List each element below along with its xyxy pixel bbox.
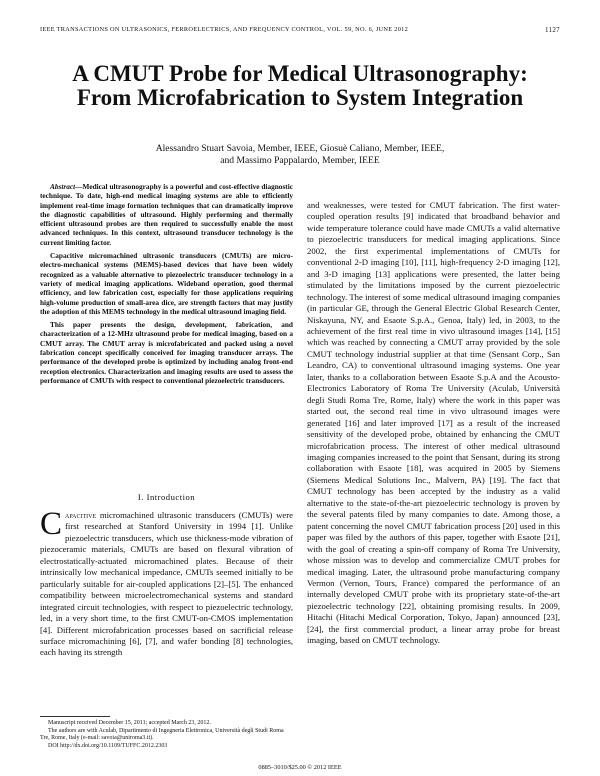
paper-title: A CMUT Probe for Medical Ultrasonography: From Microfabrication to System Integration xyxy=(72,61,528,110)
abstract xyxy=(40,182,293,389)
footnote-affiliation: The authors are with Aculab, Dipartimento di Ingegneria Elettronica, Università degli Studi Roma Tre, Rome, Italy (e-mail: savoia@uniroma3.it). xyxy=(40,727,284,742)
abstract-paragraph-3: This paper presents the design, development, fabrication, and characterization of a 12-MHz ultrasound probe for medical imaging, based on a CMUT array. The CMUT array is microfabricated and packed using a novel fabrication concept specifically conceived for imaging transducer arrays. The performance of the developed probe is optimized by including analog front-end reception electronics. Characterization and imaging results are used to assess the performance of CMUTs with respect to conventional piezoelectric transducers. xyxy=(40,320,293,385)
intro-left-column xyxy=(40,506,293,659)
journal-header: IEEE TRANSACTIONS ON ULTRASONICS, FERROELECTRICS, AND FREQUENCY CONTROL, VOL. 59, NO. 6, JUNE 2012 xyxy=(40,26,409,33)
footnotes xyxy=(40,716,293,750)
authors-line-1: Alessandro Stuart Savoia, Member, IEEE, Giosuè Caliano, Member, IEEE, xyxy=(155,143,445,154)
section-heading: I. Introduction xyxy=(137,492,196,502)
authors-line-2: and Massimo Pappalardo, Member, IEEE xyxy=(220,155,380,166)
author-list xyxy=(70,143,530,167)
footnote-doi[interactable]: DOI http://dx.doi.org/10.1109/TUFFC.2012.2303 xyxy=(48,742,168,749)
footnote-rule xyxy=(40,716,110,717)
footnote-received: Manuscript received December 15, 2011; accepted March 23, 2012. xyxy=(48,720,211,726)
abstract-paragraph-2: Capacitive micromachined ultrasonic transducers (CMUTs) are micro-electro-mechanical systems (MEMS)-based devices that have been widely recognized as a valuable alternative to piezoelectric transducer technology in a variety of medical imaging applications. Wideband operation, good thermal efficiency, and low fabrication cost, especially for those applications requiring high-volume production of small-area dice, are strength factors that may justify the adoption of this MEMS technology in the medical ultrasound imaging field. xyxy=(40,251,293,316)
intro-right-column xyxy=(307,200,560,647)
page-number: 1127 xyxy=(545,26,560,34)
copyright-line: 0885–3010/$25.00 © 2012 IEEE xyxy=(258,764,342,771)
abstract-paragraph-1 xyxy=(40,182,293,247)
intro-left-text: micromachined ultrasonic transducers (CMUTs) were first researched at Stanford University in 1994 [1]. Unlike piezoelectric transducers, which use thickness-mode vibration of piezoceramic materials, CMUTs are based on flexural vibration of electrostatically-actuated micromachined plates. Because of their intrinsically low mechanical impedance, CMUTs seemed initially to be particularly suitable for air-coupled applications [2]–[5]. The enhanced compatibility between microelectromechanical systems and standard integrated circuit technologies, with respect to piezoelectric technology, led, in a very short time, to the first CMUT-on-CMOS implementation [4]. Different microfabrication processes based on sacrificial release surface micromachining [6], [7], and wafer bonding [8] technologies, each having its strength xyxy=(40,510,293,658)
abstract-text-1: —Medical ultrasonography is a powerful and cost-effective diagnostic technique. To date, high-end medical imaging systems are able to efficiently implement real-time image formation techniques that can dramatically improve the diagnostic capabilities of ultrasound. Highly performing and thermally efficient ultrasound probes are then required to successfully enable the most advanced techniques. In this context, ultrasound transducer technology is the current limiting factor. xyxy=(40,182,293,247)
drop-cap: C xyxy=(40,506,63,542)
intro-first-word: apacitive xyxy=(65,510,97,520)
intro-right-text: and weaknesses, were tested for CMUT fabrication. The first water-coupled operation results [9] indicated that broadband behavior and wide temperature tolerance could have made CMUTs a valid alternative to piezoelectric transducers for medical imaging applications. Since 2002, the first experimental implementations of CMUTs for conventional 2-D imaging [10], [11], high-frequency 2-D imaging [12], and 3-D imaging [13] applications were presented, the latter being stimulated by the limitations imposed by the current piezoelectric technology. The interest of some medical ultrasound imaging companies (in particular GE, through the General Electric Global Research Center, Niskayuna, NY, and Esaote S.p.A., Genoa, Italy) led, in 2003, to the achievement of the first real time in vivo ultrasound images [14], [15] which was reached by connecting a CMUT array provided by the sole CMUT technology industrial supplier at that time (Sensant Corp., San Leandro, CA) to conventional ultrasound imaging systems. One year later, thanks to a collaboration between Esaote S.p.A and the Acousto-Electronics Laboratory of Roma Tre University (Aculab, Università degli Studi Roma Tre, Rome, Italy) where the work in this paper was started out, the second real time in vivo ultrasound images were generated [16] and later improved [17] as a result of the increased sensitivity of the developed probe, obtained by enhancing the CMUT microfabrication process. The interest of other medical ultrasound imaging companies increased to the point that Sensant, during its strong collaboration with Esaote [18], was acquired in 2005 by Siemens (Siemens Medical Solutions Inc., Malvern, PA) [19]. The fact that CMUT technology has been accepted by the industry as a valid alternative to the state-of-the-art piezoelectric technology is proven by the several patents filed by many companies to date. Among those, a patent concerning the novel CMUT fabrication process [20] used in this paper was filed by the authors of this paper, together with Esaote [21], with the goal of creating a spin-off company of Roma Tre University, whose mission was to develop and commercialize CMUT probes for medical imaging. Later, the ultrasound probe manufacturing company Vermon (Vernon, Tours, France) compared the performance of an internally developed CMUT probe with its proprietary state-of-the-art piezoelectric technology [22], obtaining promising results. In 2009, Hitachi (Hitachi Medical Corporation, Tokyo, Japan) announced [23], [24], the first commercial product, a linear array probe for breast imaging, based on CMUT technology. xyxy=(307,200,560,646)
abstract-lead: Abstract xyxy=(50,182,76,191)
running-header xyxy=(40,26,560,38)
